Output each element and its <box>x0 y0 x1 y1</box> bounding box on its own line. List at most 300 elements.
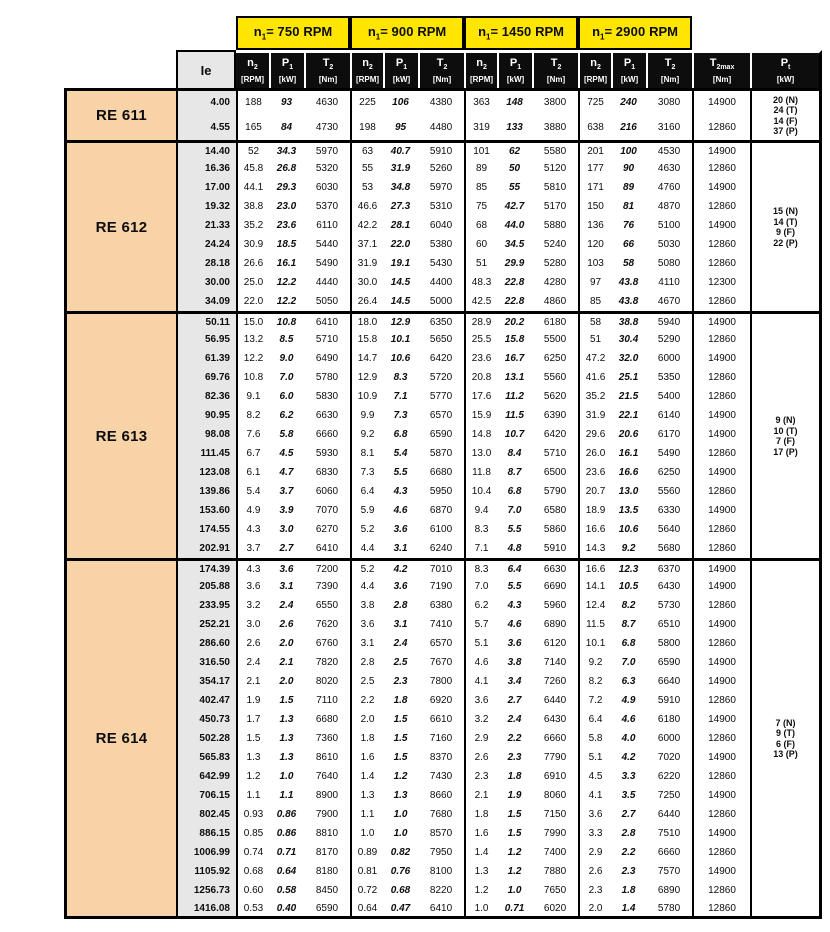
t2max-cell: 12860 <box>692 805 750 824</box>
n2-cell: 3.0 <box>236 615 269 634</box>
n2-cell: 25.5 <box>464 330 497 349</box>
n2-cell: 638 <box>578 114 611 140</box>
t2max-cell: 14900 <box>692 406 750 425</box>
p1-cell: 8.3 <box>393 372 408 383</box>
n2-cell: 8.2 <box>236 406 269 425</box>
ratio-value: 1416.08 <box>176 900 236 919</box>
t2max-cell: 12860 <box>692 900 750 919</box>
n2-cell: 12.4 <box>578 596 611 615</box>
ratio-value: 82.36 <box>176 387 236 406</box>
p1-cell: 1.5 <box>507 828 522 839</box>
t2max-cell: 14900 <box>692 672 750 691</box>
n2-cell: 8.2 <box>578 672 611 691</box>
t2-cell: 5170 <box>543 201 567 212</box>
thermal-power-notes <box>750 140 822 311</box>
p1-cell: 38.8 <box>611 311 646 330</box>
t2-cell: 6610 <box>429 714 453 725</box>
n2-cell: 198 <box>350 114 383 140</box>
n2-cell: 48.3 <box>464 273 497 292</box>
t2-cell: 8900 <box>315 790 339 801</box>
p1-cell: 26.8 <box>276 163 297 174</box>
p1-cell: 76 <box>622 220 635 231</box>
ratio-value: 14.40 <box>176 140 236 159</box>
t2-cell: 7990 <box>543 828 567 839</box>
p1-cell: 1.2 <box>507 866 522 877</box>
t2-cell: 7160 <box>429 733 453 744</box>
t2-cell: 6030 <box>315 182 339 193</box>
p1-cell: 31.9 <box>390 163 411 174</box>
p1-cell: 2.2 <box>621 847 636 858</box>
p1-cell: 32.0 <box>618 353 639 364</box>
t2-cell: 7670 <box>429 657 453 668</box>
n2-cell: 2.8 <box>350 653 383 672</box>
p1-cell: 23.0 <box>276 201 297 212</box>
t2-cell: 5310 <box>429 201 453 212</box>
n2-cell: 2.9 <box>578 843 611 862</box>
table-row <box>64 767 822 786</box>
n2-cell: 1.7 <box>236 710 269 729</box>
p1-cell: 4.8 <box>507 543 522 554</box>
p1-cell: 3.3 <box>621 771 636 782</box>
t2-cell: 5680 <box>657 543 681 554</box>
t2-cell: 6660 <box>315 429 339 440</box>
t2-cell: 4530 <box>646 140 692 159</box>
thermal-power-notes <box>750 558 822 919</box>
t2-cell: 6890 <box>543 619 567 630</box>
t2-cell: 5500 <box>543 334 567 345</box>
n2-cell: 0.89 <box>350 843 383 862</box>
t2max-cell: 12860 <box>692 292 750 311</box>
p1-cell: 84 <box>280 121 293 133</box>
n2-cell: 7.6 <box>236 425 269 444</box>
n2-cell: 26.4 <box>350 292 383 311</box>
p1-cell: 3.6 <box>269 558 304 577</box>
t2-cell: 6920 <box>429 695 453 706</box>
p1-cell: 7.3 <box>393 410 408 421</box>
t2-cell: 6550 <box>315 600 339 611</box>
t2-cell: 5860 <box>543 524 567 535</box>
t2max-cell: 14900 <box>692 216 750 235</box>
ratio-value: 233.95 <box>176 596 236 615</box>
t2max-cell: 14900 <box>692 178 750 197</box>
p1-cell: 2.0 <box>279 638 294 649</box>
p1-cell: 1.3 <box>279 733 294 744</box>
p1-cell: 8.4 <box>507 448 522 459</box>
n2-cell: 10.4 <box>464 482 497 501</box>
t2-cell: 4480 <box>429 121 453 133</box>
p1-cell: 22.8 <box>504 296 525 307</box>
n2-cell: 4.6 <box>464 653 497 672</box>
n2-cell: 13.0 <box>464 444 497 463</box>
n2-cell: 4.5 <box>578 767 611 786</box>
p1-cell: 58 <box>622 258 635 269</box>
n2-cell: 9.2 <box>350 425 383 444</box>
ratio-value: 642.99 <box>176 767 236 786</box>
t2max-cell: 12860 <box>692 729 750 748</box>
p1-cell: 2.5 <box>393 657 408 668</box>
p1-cell: 6.3 <box>621 676 636 687</box>
n2-cell: 5.1 <box>464 634 497 653</box>
n2-cell: 51 <box>464 254 497 273</box>
n2-cell: 14.1 <box>578 577 611 596</box>
p1-cell: 43.8 <box>618 277 639 288</box>
p1-cell: 1.9 <box>507 790 522 801</box>
t2-cell: 8450 <box>315 885 339 896</box>
n2-cell: 1.6 <box>464 824 497 843</box>
col-header-t2max: $T_{2max}$ [Nm] <box>692 50 750 88</box>
p1-cell: 7.0 <box>507 505 522 516</box>
n2-cell: 5.9 <box>350 501 383 520</box>
p1-cell: 5.5 <box>393 467 408 478</box>
n2-cell: 0.81 <box>350 862 383 881</box>
t2-cell: 3080 <box>646 88 692 114</box>
t2-cell: 6660 <box>543 733 567 744</box>
t2-cell: 6830 <box>315 467 339 478</box>
p1-cell: 4.9 <box>621 695 636 706</box>
n2-cell: 14.7 <box>350 349 383 368</box>
t2-cell: 5910 <box>543 543 567 554</box>
t2-cell: 6240 <box>429 543 453 554</box>
n2-cell: 5.2 <box>350 520 383 539</box>
t2-cell: 5350 <box>657 372 681 383</box>
n2-cell: 7.0 <box>464 577 497 596</box>
t2-cell: 7570 <box>657 866 681 877</box>
t2-cell: 4670 <box>657 296 681 307</box>
t2-cell: 6640 <box>657 676 681 687</box>
ratio-value: 202.91 <box>176 539 236 558</box>
t2-cell: 8370 <box>429 752 453 763</box>
n2-cell: 1.6 <box>350 748 383 767</box>
t2-cell: 6440 <box>543 695 567 706</box>
p1-cell: 216 <box>620 121 637 133</box>
t2-cell: 5730 <box>657 600 681 611</box>
p1-cell: 4.7 <box>279 467 294 478</box>
p1-cell: 16.1 <box>618 448 639 459</box>
ratio-value: 4.00 <box>176 88 236 114</box>
p1-cell: 5.5 <box>507 581 522 592</box>
col-header-pt: $P_t$ [kW] <box>750 50 822 88</box>
table-row <box>64 900 822 919</box>
p1-cell: 3.8 <box>507 657 522 668</box>
n2-cell: 44.1 <box>236 178 269 197</box>
table-row <box>64 159 822 178</box>
t2-cell: 6000 <box>657 733 681 744</box>
t2max-cell: 14900 <box>692 824 750 843</box>
p1-cell: 3.6 <box>393 581 408 592</box>
t2-cell: 6440 <box>657 809 681 820</box>
ratio-value: 316.50 <box>176 653 236 672</box>
t2-cell: 4440 <box>315 277 339 288</box>
n2-cell: 20.7 <box>578 482 611 501</box>
t2-cell: 6680 <box>429 467 453 478</box>
p1-cell: 6.2 <box>279 410 294 421</box>
table-row <box>64 444 822 463</box>
p1-cell: 42.7 <box>504 201 525 212</box>
t2max-cell: 12860 <box>692 596 750 615</box>
n2-cell: 6.7 <box>236 444 269 463</box>
p1-cell: 5.5 <box>507 524 522 535</box>
t2max-cell: 14900 <box>692 425 750 444</box>
n2-cell: 22.0 <box>236 292 269 311</box>
p1-cell: 14.5 <box>390 277 411 288</box>
t2-cell: 8100 <box>429 866 453 877</box>
n2-cell: 165 <box>236 114 269 140</box>
n2-cell: 3.6 <box>236 577 269 596</box>
t2max-cell: 12860 <box>692 520 750 539</box>
n2-cell: 4.1 <box>464 672 497 691</box>
t2-cell: 6140 <box>657 410 681 421</box>
t2max-cell: 12860 <box>692 114 750 140</box>
thermal-power-line: 14 (T) <box>773 216 798 227</box>
p1-cell: 2.7 <box>621 809 636 820</box>
table-row <box>64 406 822 425</box>
n2-cell: 37.1 <box>350 235 383 254</box>
p1-cell: 6.8 <box>393 429 408 440</box>
p1-cell: 12.2 <box>276 296 297 307</box>
t2-cell: 6180 <box>532 311 578 330</box>
table-row <box>64 330 822 349</box>
n2-cell: 10.9 <box>350 387 383 406</box>
t2max-cell: 12860 <box>692 197 750 216</box>
n2-cell: 4.3 <box>236 520 269 539</box>
p1-cell: 0.76 <box>390 866 411 877</box>
p1-cell: 18.5 <box>276 239 297 250</box>
p1-cell: 0.71 <box>497 900 532 919</box>
p1-cell: 133 <box>506 121 523 133</box>
p1-cell: 1.2 <box>393 771 408 782</box>
thermal-power-line: 14 (F) <box>773 115 798 126</box>
p1-cell: 44.0 <box>504 220 525 231</box>
t2-cell: 8660 <box>429 790 453 801</box>
t2-cell: 7510 <box>657 828 681 839</box>
n2-cell: 5.1 <box>578 748 611 767</box>
n2-cell: 47.2 <box>578 349 611 368</box>
t2max-cell: 14900 <box>692 558 750 577</box>
t2max-cell: 12860 <box>692 482 750 501</box>
n2-cell: 1.8 <box>464 805 497 824</box>
t2-cell: 6430 <box>657 581 681 592</box>
ratio-value: 24.24 <box>176 235 236 254</box>
p1-cell: 8.5 <box>279 334 294 345</box>
t2max-cell: 12860 <box>692 843 750 862</box>
n2-cell: 38.8 <box>236 197 269 216</box>
ratio-value: 450.73 <box>176 710 236 729</box>
header-spacer-right <box>692 16 822 50</box>
n2-cell: 11.8 <box>464 463 497 482</box>
n2-cell: 85 <box>578 292 611 311</box>
table-row <box>64 577 822 596</box>
n2-cell: 2.3 <box>578 881 611 900</box>
table-row <box>64 520 822 539</box>
n2-cell: 18.9 <box>578 501 611 520</box>
ratio-value: 139.86 <box>176 482 236 501</box>
n2-cell: 15.8 <box>350 330 383 349</box>
t2-cell: 5430 <box>429 258 453 269</box>
t2-cell: 5290 <box>657 334 681 345</box>
ratio-value: 174.55 <box>176 520 236 539</box>
t2-cell: 7110 <box>316 695 338 706</box>
p1-cell: 6.8 <box>621 638 636 649</box>
p1-cell: 34.3 <box>269 140 304 159</box>
p1-cell: 8.2 <box>621 600 636 611</box>
n2-cell: 7.1 <box>464 539 497 558</box>
table-row <box>64 216 822 235</box>
n2-cell: 8.1 <box>350 444 383 463</box>
t2-cell: 5050 <box>315 296 339 307</box>
t2-cell: 6350 <box>418 311 464 330</box>
n2-cell: 1.8 <box>350 729 383 748</box>
n2-cell: 97 <box>578 273 611 292</box>
t2-cell: 5790 <box>543 486 567 497</box>
t2-cell: 5490 <box>315 258 339 269</box>
n2-cell: 10.1 <box>578 634 611 653</box>
t2-cell: 5710 <box>543 448 567 459</box>
n2-cell: 1.1 <box>350 805 383 824</box>
ratio-value: 98.08 <box>176 425 236 444</box>
n2-cell: 2.6 <box>236 634 269 653</box>
n2-cell: 177 <box>578 159 611 178</box>
p1-cell: 3.7 <box>279 486 294 497</box>
t2-cell: 4400 <box>429 277 453 288</box>
table-row <box>64 273 822 292</box>
p1-cell: 3.0 <box>279 524 294 535</box>
p1-cell: 1.2 <box>507 847 522 858</box>
p1-cell: 3.6 <box>393 524 408 535</box>
t2-cell: 5240 <box>543 239 567 250</box>
t2max-cell: 12860 <box>692 159 750 178</box>
p1-cell: 20.2 <box>497 311 532 330</box>
p1-cell: 1.8 <box>507 771 522 782</box>
p1-cell: 10.5 <box>618 581 639 592</box>
t2-cell: 6420 <box>543 429 567 440</box>
p1-cell: 66 <box>622 239 635 250</box>
t2-cell: 5870 <box>429 448 453 459</box>
n2-cell: 13.2 <box>236 330 269 349</box>
t2max-cell: 12860 <box>692 881 750 900</box>
t2-cell: 6000 <box>657 353 681 364</box>
col-header-p1-750rpm: $P_1$ [kW] <box>269 50 304 88</box>
t2-cell: 6590 <box>304 900 350 919</box>
n2-cell: 63 <box>350 140 383 159</box>
t2-cell: 6760 <box>315 638 339 649</box>
t2-cell: 8220 <box>429 885 453 896</box>
n2-cell: 0.60 <box>236 881 269 900</box>
t2-cell: 5380 <box>429 239 453 250</box>
t2-cell: 7620 <box>315 619 339 630</box>
p1-cell: 25.1 <box>618 372 639 383</box>
p1-cell: 28.1 <box>390 220 411 231</box>
p1-cell: 8.7 <box>507 467 522 478</box>
p1-cell: 2.4 <box>279 600 294 611</box>
p1-cell: 4.6 <box>621 714 636 725</box>
n2-cell: 0.74 <box>236 843 269 862</box>
n2-cell: 20.8 <box>464 368 497 387</box>
p1-cell: 1.0 <box>279 771 294 782</box>
t2-cell: 5960 <box>543 600 567 611</box>
speed-band-label: $n_1= 750$ RPM <box>236 16 350 50</box>
n2-cell: 18.0 <box>350 311 383 330</box>
p1-cell: 1.0 <box>393 828 408 839</box>
t2-cell: 5910 <box>657 695 681 706</box>
n2-cell: 1.3 <box>464 862 497 881</box>
thermal-power-line: 20 (N) <box>773 94 799 105</box>
col-header-n2-750rpm: $n_2$ [RPM] <box>236 50 269 88</box>
p1-cell: 4.2 <box>621 752 636 763</box>
t2max-cell: 12860 <box>692 444 750 463</box>
p1-cell: 16.7 <box>504 353 525 364</box>
p1-cell: 1.5 <box>393 733 408 744</box>
n2-cell: 136 <box>578 216 611 235</box>
t2-cell: 8020 <box>315 676 339 687</box>
t2-cell: 5770 <box>429 391 453 402</box>
n2-cell: 4.3 <box>236 558 269 577</box>
model-label: RE 611 <box>64 88 176 140</box>
thermal-power-line: 7 (N) <box>775 717 796 728</box>
t2-cell: 7680 <box>429 809 453 820</box>
ratio-value: 565.83 <box>176 748 236 767</box>
table-row <box>64 824 822 843</box>
table-row <box>64 292 822 311</box>
p1-cell: 4.3 <box>507 600 522 611</box>
p1-cell: 95 <box>394 121 407 133</box>
table-row <box>64 482 822 501</box>
p1-cell: 0.71 <box>276 847 297 858</box>
p1-cell: 2.3 <box>507 752 522 763</box>
t2-cell: 3160 <box>657 121 681 133</box>
t2max-cell: 12860 <box>692 691 750 710</box>
n2-cell: 26.0 <box>578 444 611 463</box>
n2-cell: 319 <box>464 114 497 140</box>
thermal-power-line: 10 (T) <box>773 425 798 436</box>
p1-cell: 10.8 <box>269 311 304 330</box>
n2-cell: 1.3 <box>350 786 383 805</box>
t2-cell: 6660 <box>657 847 681 858</box>
p1-cell: 11.2 <box>505 391 524 402</box>
p1-cell: 16.6 <box>618 467 639 478</box>
p1-cell: 21.5 <box>618 391 639 402</box>
thermal-power-line: 9 (F) <box>776 227 796 237</box>
n2-cell: 0.72 <box>350 881 383 900</box>
t2-cell: 5810 <box>543 182 567 193</box>
thermal-power-line: 13 (P) <box>773 749 798 759</box>
table-row <box>64 748 822 767</box>
p1-cell: 10.1 <box>390 334 411 345</box>
table-row <box>64 710 822 729</box>
t2-cell: 5370 <box>315 201 339 212</box>
ratio-value: 706.15 <box>176 786 236 805</box>
table-row <box>64 691 822 710</box>
p1-cell: 1.8 <box>393 695 408 706</box>
t2-cell: 6890 <box>657 885 681 896</box>
t2-cell: 5970 <box>429 182 453 193</box>
t2-cell: 5650 <box>429 334 453 345</box>
p1-cell: 7.0 <box>279 372 294 383</box>
p1-cell: 3.1 <box>393 619 408 630</box>
n2-cell: 1.4 <box>350 767 383 786</box>
n2-cell: 2.6 <box>578 862 611 881</box>
n2-cell: 42.5 <box>464 292 497 311</box>
t2-cell: 6570 <box>429 638 453 649</box>
t2-cell: 6430 <box>543 714 567 725</box>
t2-cell: 7140 <box>543 657 567 668</box>
t2-cell: 5930 <box>315 448 339 459</box>
col-header-n2-900rpm: $n_2$ [RPM] <box>350 50 383 88</box>
table-row <box>64 615 822 634</box>
col-header-n2-2900rpm: $n_2$ [RPM] <box>578 50 611 88</box>
t2max-cell: 14900 <box>692 88 750 114</box>
t2-cell: 5780 <box>315 372 339 383</box>
ratio-value: 90.95 <box>176 406 236 425</box>
